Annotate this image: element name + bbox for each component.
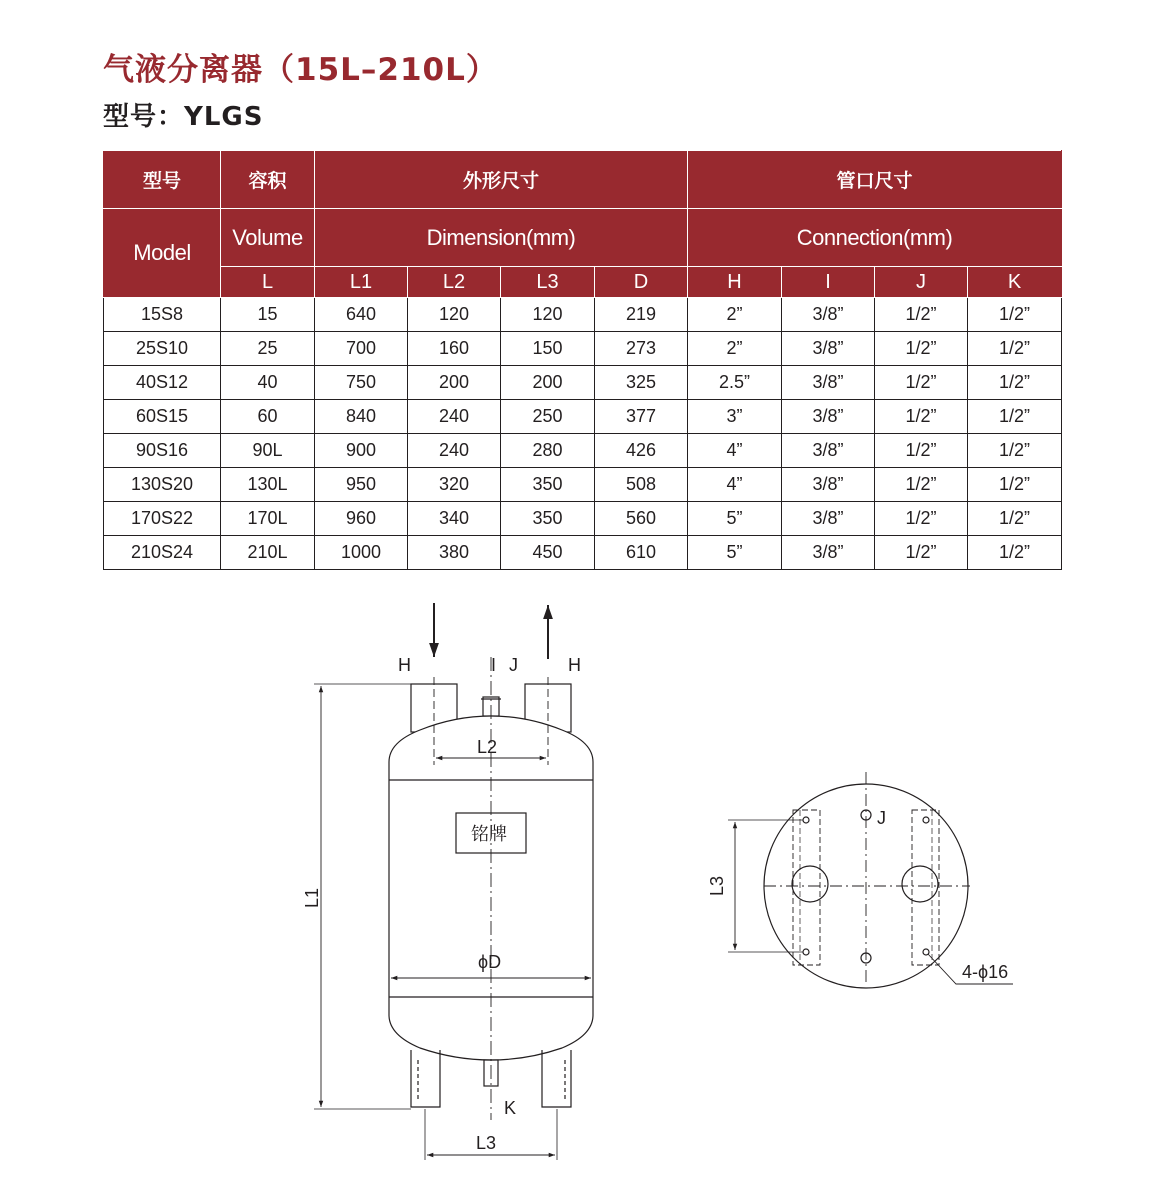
header-volume-en: Volume	[221, 209, 315, 267]
table-cell: 240	[408, 400, 501, 434]
table-cell: 2”	[688, 332, 782, 366]
table-cell: 240	[408, 434, 501, 468]
header-dimension-cn: 外形尺寸	[315, 151, 688, 209]
label-j-top: J	[877, 808, 886, 828]
label-l2: L2	[477, 737, 498, 757]
table-cell: 200	[408, 366, 501, 400]
label-l3-side: L3	[476, 1133, 497, 1153]
label-phi-d: ϕD	[478, 952, 502, 972]
table-cell: 640	[315, 298, 408, 332]
table-cell: 700	[315, 332, 408, 366]
table-cell: 1/2”	[875, 468, 968, 502]
top-view-labels	[707, 808, 1008, 982]
table-cell: 3/8”	[782, 298, 875, 332]
table-cell: 610	[595, 536, 688, 570]
table-cell: 4”	[688, 468, 782, 502]
inlet-port-circle	[792, 866, 828, 902]
table-cell: 4”	[688, 434, 782, 468]
table-cell: 1/2”	[968, 434, 1062, 468]
table-cell: 1/2”	[968, 298, 1062, 332]
unit-cell: H	[688, 267, 782, 298]
table-cell: 3/8”	[782, 536, 875, 570]
outlet-port-circle	[902, 866, 938, 902]
table-cell: 130L	[221, 468, 315, 502]
model-line: 型号：YLGS	[103, 102, 264, 132]
table-cell: 170L	[221, 502, 315, 536]
table-cell: 210L	[221, 536, 315, 570]
table-cell: 60	[221, 400, 315, 434]
table-cell: 3/8”	[782, 502, 875, 536]
page-title: 气液分离器（15L–210L）	[103, 52, 498, 88]
table-cell: 1/2”	[968, 502, 1062, 536]
label-l1: L1	[302, 887, 322, 909]
unit-cell: J	[875, 267, 968, 298]
table-cell: 840	[315, 400, 408, 434]
table-cell: 40S12	[104, 366, 221, 400]
table-cell: 1/2”	[875, 366, 968, 400]
left-leg	[411, 1050, 440, 1107]
label-nameplate: 铭牌	[471, 824, 507, 845]
table-cell: 377	[595, 400, 688, 434]
table-cell: 960	[315, 502, 408, 536]
table-cell: 210S24	[104, 536, 221, 570]
left-bracket	[793, 810, 820, 965]
table-cell: 325	[595, 366, 688, 400]
label-i: I	[491, 655, 497, 675]
label-k: K	[504, 1098, 517, 1118]
unit-cell: D	[595, 267, 688, 298]
header-connection-cn: 管口尺寸	[688, 151, 1062, 209]
table-cell: 2”	[688, 298, 782, 332]
table-cell: 250	[501, 400, 595, 434]
table-cell: 5”	[688, 502, 782, 536]
label-j: J	[509, 655, 518, 675]
label-l3-top: L3	[707, 875, 727, 897]
table-cell: 1/2”	[968, 332, 1062, 366]
header-model-en: Model	[104, 209, 221, 298]
table-cell: 219	[595, 298, 688, 332]
table-cell: 25	[221, 332, 315, 366]
table-cell: 508	[595, 468, 688, 502]
header-dimension-en: Dimension(mm)	[315, 209, 688, 267]
table-cell: 280	[501, 434, 595, 468]
table-cell: 380	[408, 536, 501, 570]
header-model-cn: 型号	[104, 151, 221, 209]
label-h-left: H	[398, 655, 411, 675]
table-cell: 1/2”	[875, 536, 968, 570]
table-cell: 3/8”	[782, 468, 875, 502]
table-cell: 560	[595, 502, 688, 536]
table-cell: 350	[501, 502, 595, 536]
table-cell: 3”	[688, 400, 782, 434]
table-cell: 25S10	[104, 332, 221, 366]
table-cell: 320	[408, 468, 501, 502]
unit-cell: L	[221, 267, 315, 298]
top-view	[728, 772, 1013, 988]
unit-cell: L2	[408, 267, 501, 298]
table-cell: 120	[408, 298, 501, 332]
table-cell: 340	[408, 502, 501, 536]
unit-cell: L3	[501, 267, 595, 298]
table-cell: 5”	[688, 536, 782, 570]
table-cell: 3/8”	[782, 434, 875, 468]
table-cell: 90S16	[104, 434, 221, 468]
table-cell: 200	[501, 366, 595, 400]
table-cell: 160	[408, 332, 501, 366]
label-h-right: H	[568, 655, 581, 675]
table-cell: 450	[501, 536, 595, 570]
vessel-body	[389, 716, 593, 1060]
table-cell: 2.5”	[688, 366, 782, 400]
header-connection-en: Connection(mm)	[688, 209, 1062, 267]
table-cell: 426	[595, 434, 688, 468]
table-cell: 15S8	[104, 298, 221, 332]
table-cell: 120	[501, 298, 595, 332]
table-cell: 273	[595, 332, 688, 366]
right-leg	[542, 1050, 571, 1107]
table-cell: 1/2”	[875, 298, 968, 332]
table-cell: 1/2”	[875, 400, 968, 434]
table-cell: 1000	[315, 536, 408, 570]
table-cell: 150	[501, 332, 595, 366]
table-cell: 3/8”	[782, 332, 875, 366]
table-cell: 1/2”	[968, 536, 1062, 570]
table-cell: 15	[221, 298, 315, 332]
table-cell: 1/2”	[968, 400, 1062, 434]
table-cell: 40	[221, 366, 315, 400]
table-cell: 90L	[221, 434, 315, 468]
table-cell: 750	[315, 366, 408, 400]
right-bracket	[912, 810, 939, 965]
unit-cell: K	[968, 267, 1062, 298]
side-view	[314, 603, 593, 1160]
table-cell: 1/2”	[875, 332, 968, 366]
table-cell: 1/2”	[968, 366, 1062, 400]
table-cell: 350	[501, 468, 595, 502]
table-cell: 130S20	[104, 468, 221, 502]
mount-hole	[803, 949, 809, 955]
table-cell: 170S22	[104, 502, 221, 536]
table-cell: 1/2”	[875, 434, 968, 468]
unit-cell: L1	[315, 267, 408, 298]
unit-cell: I	[782, 267, 875, 298]
header-volume-cn: 容积	[221, 151, 315, 209]
table-cell: 3/8”	[782, 400, 875, 434]
table-cell: 950	[315, 468, 408, 502]
table-cell: 1/2”	[875, 502, 968, 536]
table-cell: 900	[315, 434, 408, 468]
table-cell: 60S15	[104, 400, 221, 434]
table-cell: 3/8”	[782, 366, 875, 400]
mount-hole	[803, 817, 809, 823]
label-hole-spec: 4-ϕ16	[962, 962, 1009, 982]
table-cell: 1/2”	[968, 468, 1062, 502]
mount-hole	[923, 817, 929, 823]
